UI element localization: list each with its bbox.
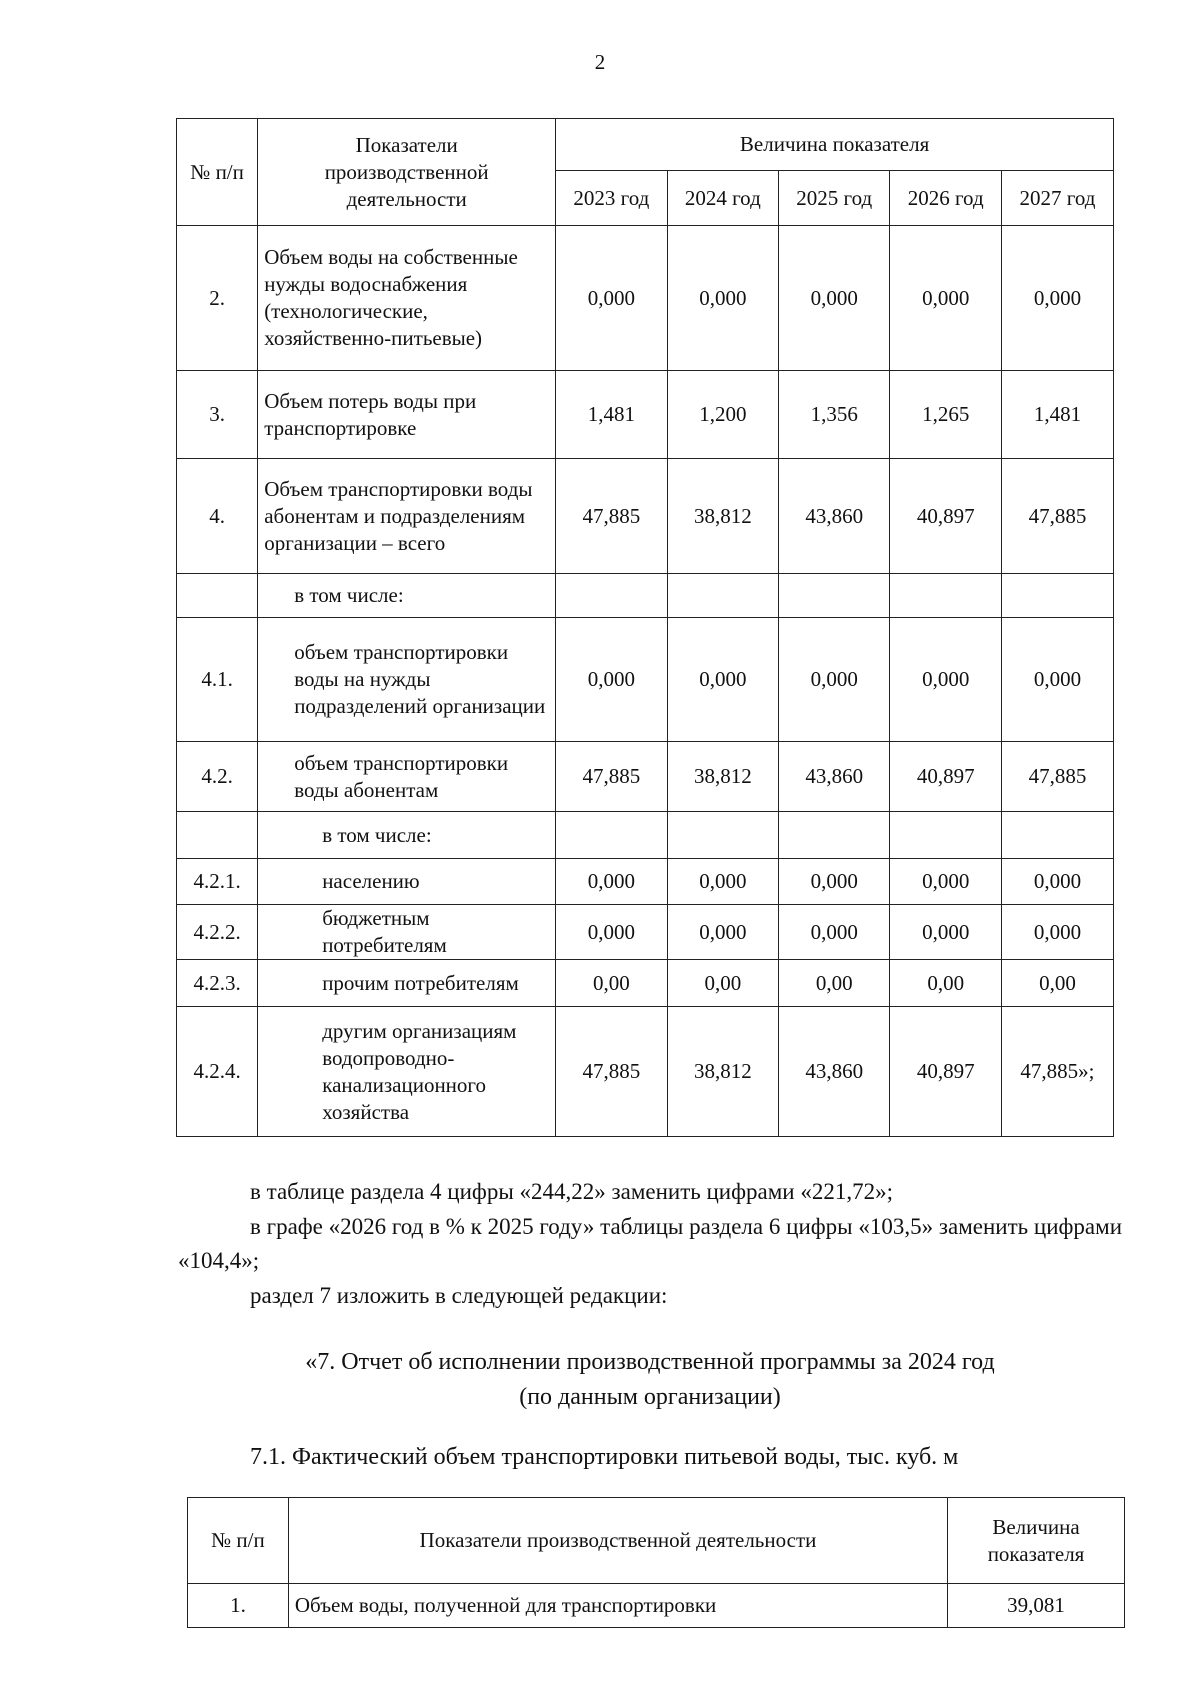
row-value-2025: 43,860 — [779, 1007, 890, 1137]
row-value-2027: 47,885 — [1001, 459, 1113, 574]
paragraph-section4-change: в таблице раздела 4 цифры «244,22» заменить цифрами «221,72»; — [250, 1179, 893, 1204]
col-header-indicator: Показатели производственной деятельности — [288, 1498, 947, 1584]
row-value-2026: 1,265 — [890, 371, 1001, 459]
row-num — [177, 812, 258, 859]
row-value-2025 — [779, 574, 890, 618]
row-value-2023: 47,885 — [556, 1007, 667, 1137]
row-value-2023: 0,000 — [556, 618, 667, 742]
table-row — [177, 459, 1114, 574]
row-value-2023: 0,000 — [556, 226, 667, 371]
row-value-2024: 1,200 — [667, 371, 778, 459]
col-header-value-group: Величина показателя — [556, 119, 1114, 171]
table-row — [177, 812, 1114, 859]
row-value-2025: 43,860 — [779, 742, 890, 812]
row-value-2025: 0,000 — [779, 226, 890, 371]
row-value-2024 — [667, 574, 778, 618]
row-value-2024: 38,812 — [667, 1007, 778, 1137]
row-label: Объем транспортировки воды абонентам и подразделениям организации – всего — [258, 459, 556, 574]
col-header-year-2025: 2025 год — [779, 171, 890, 226]
row-value-2026: 0,000 — [890, 905, 1001, 960]
row-value-2024: 0,000 — [667, 905, 778, 960]
section7-title-line2: (по данным организации) — [519, 1384, 781, 1410]
row-value-2025: 1,356 — [779, 371, 890, 459]
row-value-2026 — [890, 812, 1001, 859]
row-value-2026: 40,897 — [890, 1007, 1001, 1137]
row-label: населению — [258, 859, 556, 905]
table-row — [177, 960, 1114, 1007]
row-num: 3. — [177, 371, 258, 459]
row-num — [177, 574, 258, 618]
row-value-2026: 0,000 — [890, 859, 1001, 905]
col-header-year-2026: 2026 год — [890, 171, 1001, 226]
row-label: в том числе: — [258, 812, 556, 859]
production-indicators-table — [176, 118, 1114, 1137]
row-num: 4.1. — [177, 618, 258, 742]
row-value-2023 — [556, 574, 667, 618]
paragraph-section6-change: в графе «2026 год в % к 2025 году» таблицы раздела 6 цифры «103,5» заменить цифрами «104,4»; — [178, 1214, 1122, 1273]
row-num: 4.2.2. — [177, 905, 258, 960]
row-value-2026: 0,000 — [890, 618, 1001, 742]
row-label: прочим потребителям — [258, 960, 556, 1007]
row-value-2023: 47,885 — [556, 459, 667, 574]
row-value-2027: 1,481 — [1001, 371, 1113, 459]
row-value-2026: 0,000 — [890, 226, 1001, 371]
row-value-2025: 43,860 — [779, 459, 890, 574]
table-row — [177, 371, 1114, 459]
row-value-2023: 47,885 — [556, 742, 667, 812]
row-num: 4. — [177, 459, 258, 574]
report-table — [187, 1497, 1125, 1628]
row-value: 39,081 — [948, 1584, 1125, 1628]
table-row — [177, 1007, 1114, 1137]
row-value-2025: 0,000 — [779, 859, 890, 905]
row-value-2027 — [1001, 574, 1113, 618]
row-value-2024: 38,812 — [667, 742, 778, 812]
row-label: другим организациям водопроводно-канализационного хозяйства — [258, 1007, 556, 1137]
row-value-2027: 0,000 — [1001, 859, 1113, 905]
table-row — [188, 1584, 1125, 1628]
section7-title-line1: «7. Отчет об исполнении производственной программы за 2024 год — [305, 1349, 995, 1375]
table-row — [177, 905, 1114, 960]
row-value-2027: 0,000 — [1001, 618, 1113, 742]
row-value-2027: 47,885 — [1001, 742, 1113, 812]
row-value-2023: 0,000 — [556, 905, 667, 960]
row-label: объем транспортировки воды абонентам — [258, 742, 556, 812]
row-value-2027 — [1001, 812, 1113, 859]
row-label: в том числе: — [258, 574, 556, 618]
row-num: 2. — [177, 226, 258, 371]
row-label: объем транспортировки воды на нужды подразделений организации — [258, 618, 556, 742]
table-row — [177, 618, 1114, 742]
row-label: бюджетным потребителям — [258, 905, 556, 960]
row-num: 1. — [188, 1584, 289, 1628]
col-header-num: № п/п — [177, 119, 258, 226]
row-label: Объем потерь воды при транспортировке — [258, 371, 556, 459]
row-value-2024: 0,000 — [667, 859, 778, 905]
row-value-2023: 0,00 — [556, 960, 667, 1007]
row-num: 4.2.4. — [177, 1007, 258, 1137]
row-label: Объем воды, полученной для транспортировки — [288, 1584, 947, 1628]
row-value-2024: 0,00 — [667, 960, 778, 1007]
col-header-year-2027: 2027 год — [1001, 171, 1113, 226]
row-value-2024: 38,812 — [667, 459, 778, 574]
row-value-2025: 0,000 — [779, 618, 890, 742]
table-row — [177, 742, 1114, 812]
row-value-2026: 40,897 — [890, 459, 1001, 574]
row-value-2023: 0,000 — [556, 859, 667, 905]
row-value-2027: 0,000 — [1001, 226, 1113, 371]
row-value-2027: 47,885»; — [1001, 1007, 1113, 1137]
col-header-year-2024: 2024 год — [667, 171, 778, 226]
row-value-2024: 0,000 — [667, 226, 778, 371]
row-num: 4.2.1. — [177, 859, 258, 905]
row-value-2023: 1,481 — [556, 371, 667, 459]
col-header-value: Величина показателя — [948, 1498, 1125, 1584]
table-row — [177, 859, 1114, 905]
col-header-year-2023: 2023 год — [556, 171, 667, 226]
table-row — [177, 226, 1114, 371]
row-value-2026 — [890, 574, 1001, 618]
col-header-indicator: Показатели производственной деятельности — [258, 119, 556, 226]
row-num: 4.2.3. — [177, 960, 258, 1007]
row-value-2025: 0,00 — [779, 960, 890, 1007]
section7-subtitle: 7.1. Фактический объем транспортировки питьевой воды, тыс. куб. м — [250, 1444, 959, 1470]
row-value-2025: 0,000 — [779, 905, 890, 960]
row-value-2023 — [556, 812, 667, 859]
row-value-2026: 40,897 — [890, 742, 1001, 812]
table-row — [177, 574, 1114, 618]
paragraph-section7-intro: раздел 7 изложить в следующей редакции: — [250, 1283, 668, 1308]
row-label: Объем воды на собственные нужды водоснабжения (технологические, хозяйственно-питьевые) — [258, 226, 556, 371]
row-value-2024: 0,000 — [667, 618, 778, 742]
page-number: 2 — [594, 50, 606, 74]
row-num: 4.2. — [177, 742, 258, 812]
row-value-2027: 0,000 — [1001, 905, 1113, 960]
row-value-2026: 0,00 — [890, 960, 1001, 1007]
col-header-num: № п/п — [188, 1498, 289, 1584]
row-value-2025 — [779, 812, 890, 859]
row-value-2024 — [667, 812, 778, 859]
row-value-2027: 0,00 — [1001, 960, 1113, 1007]
